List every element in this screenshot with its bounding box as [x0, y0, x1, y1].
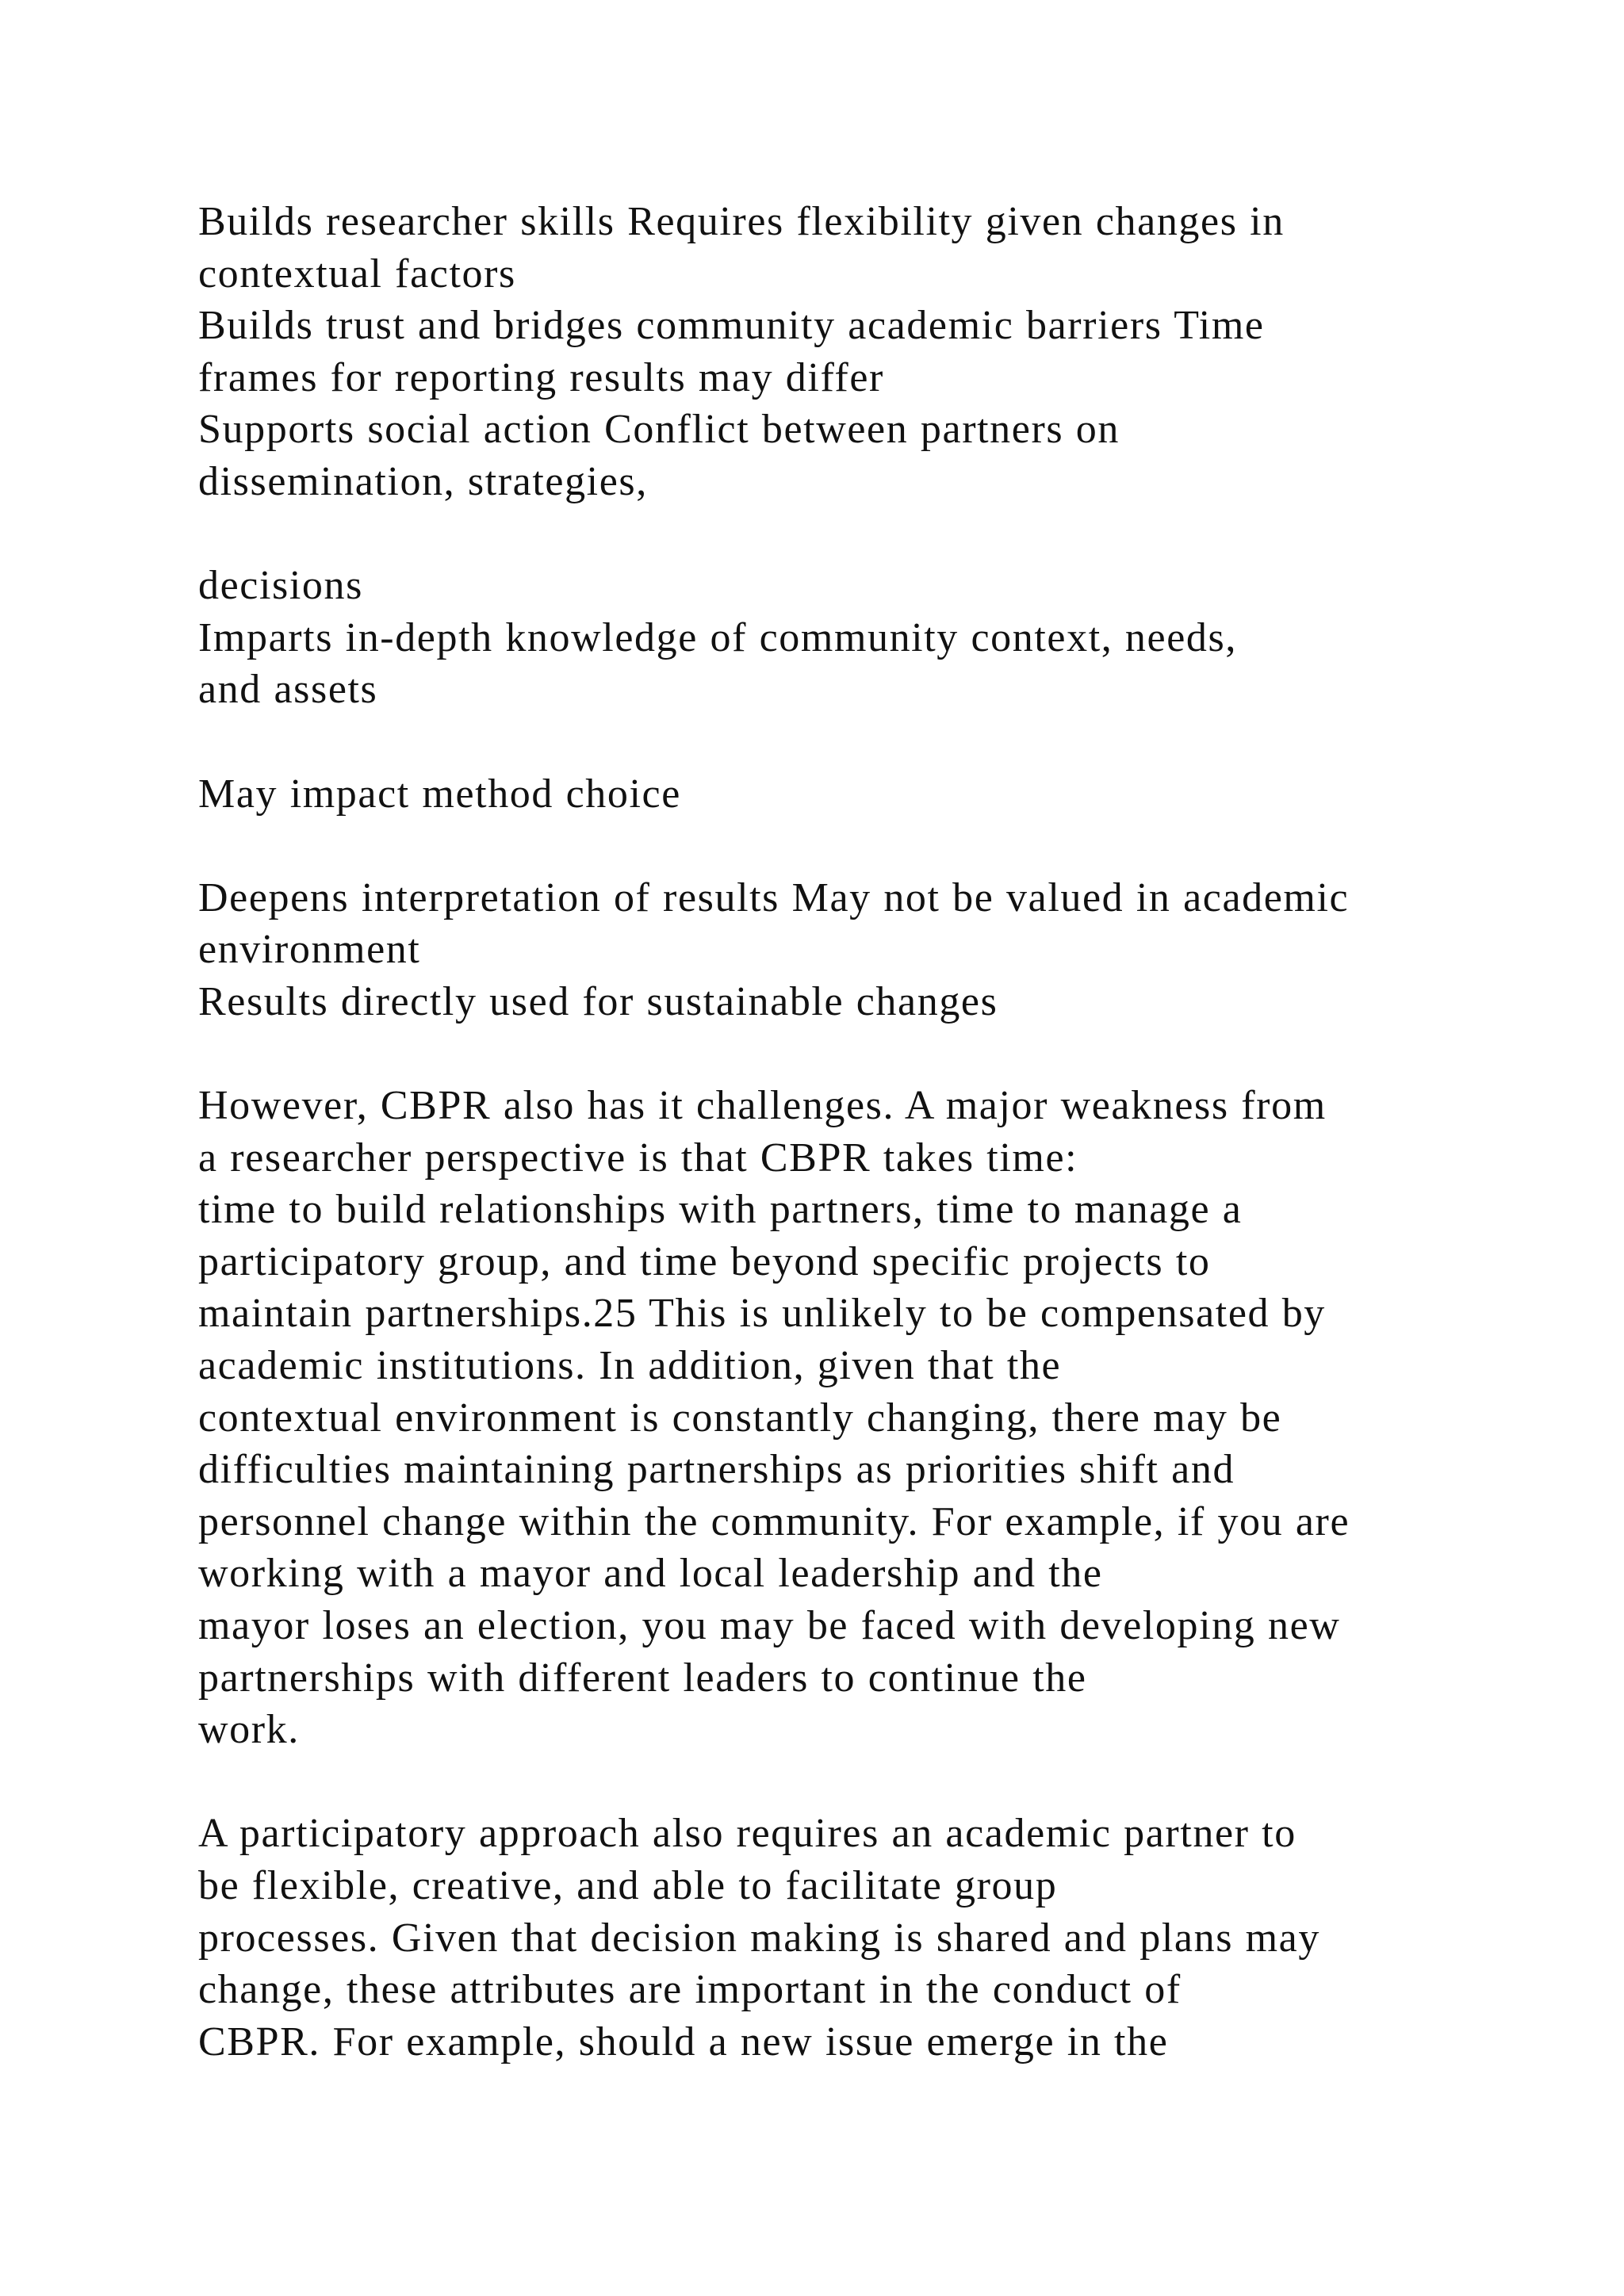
text-line: time to build relationships with partners, time to manage a [198, 1187, 1243, 1233]
text-line: frames for reporting results may differ [198, 354, 884, 400]
blank-line [198, 508, 1546, 561]
text-line: difficulties maintaining partnerships as priorities shift and [198, 1447, 1235, 1493]
text-line: working with a mayor and local leadership and the [198, 1551, 1103, 1597]
text-line: environment [198, 927, 421, 973]
text-line: decisions [198, 563, 363, 609]
text-line: mayor loses an election, you may be faced with developing new [198, 1603, 1341, 1649]
text-line: Builds researcher skills Requires flexibility given changes in [198, 199, 1285, 244]
document-body [198, 196, 1546, 2068]
text-line: Deepens interpretation of results May not be valued in academic [198, 874, 1350, 920]
text-line: A participatory approach also requires an academic partner to [198, 1811, 1297, 1857]
text-line: partnerships with different leaders to continue the [198, 1655, 1087, 1701]
text-line: participatory group, and time beyond specific projects to [198, 1238, 1211, 1284]
text-line: academic institutions. In addition, given that the [198, 1343, 1062, 1389]
blank-line [198, 820, 1546, 872]
text-line: May impact method choice [198, 771, 681, 817]
blank-line [198, 716, 1546, 768]
text-line: CBPR. For example, should a new issue emerge in the [198, 2019, 1169, 2064]
text-line: processes. Given that decision making is shared and plans may [198, 1915, 1320, 1961]
text-line: Supports social action Conflict between partners on [198, 407, 1120, 453]
text-line: and assets [198, 667, 378, 713]
text-line: a researcher perspective is that CBPR takes time: [198, 1135, 1078, 1181]
blank-line [198, 1028, 1546, 1081]
text-line: However, CBPR also has it challenges. A major weakness from [198, 1083, 1327, 1129]
text-line: be flexible, creative, and able to facilitate group [198, 1863, 1058, 1908]
text-line: personnel change within the community. For example, if you are [198, 1498, 1350, 1544]
text-line: maintain partnerships.25 This is unlikely to be compensated by [198, 1291, 1326, 1337]
text-line: work. [198, 1707, 300, 1753]
text-line: contextual factors [198, 251, 516, 297]
blank-line [198, 1756, 1546, 1808]
text-line: change, these attributes are important in the conduct of [198, 1967, 1182, 2013]
text-line: dissemination, strategies, [198, 458, 648, 504]
text-line: Builds trust and bridges community academic barriers Time [198, 303, 1265, 349]
text-line: Results directly used for sustainable changes [198, 978, 998, 1024]
text-line: Imparts in-depth knowledge of community context, needs, [198, 614, 1237, 660]
text-line: contextual environment is constantly changing, there may be [198, 1395, 1282, 1441]
